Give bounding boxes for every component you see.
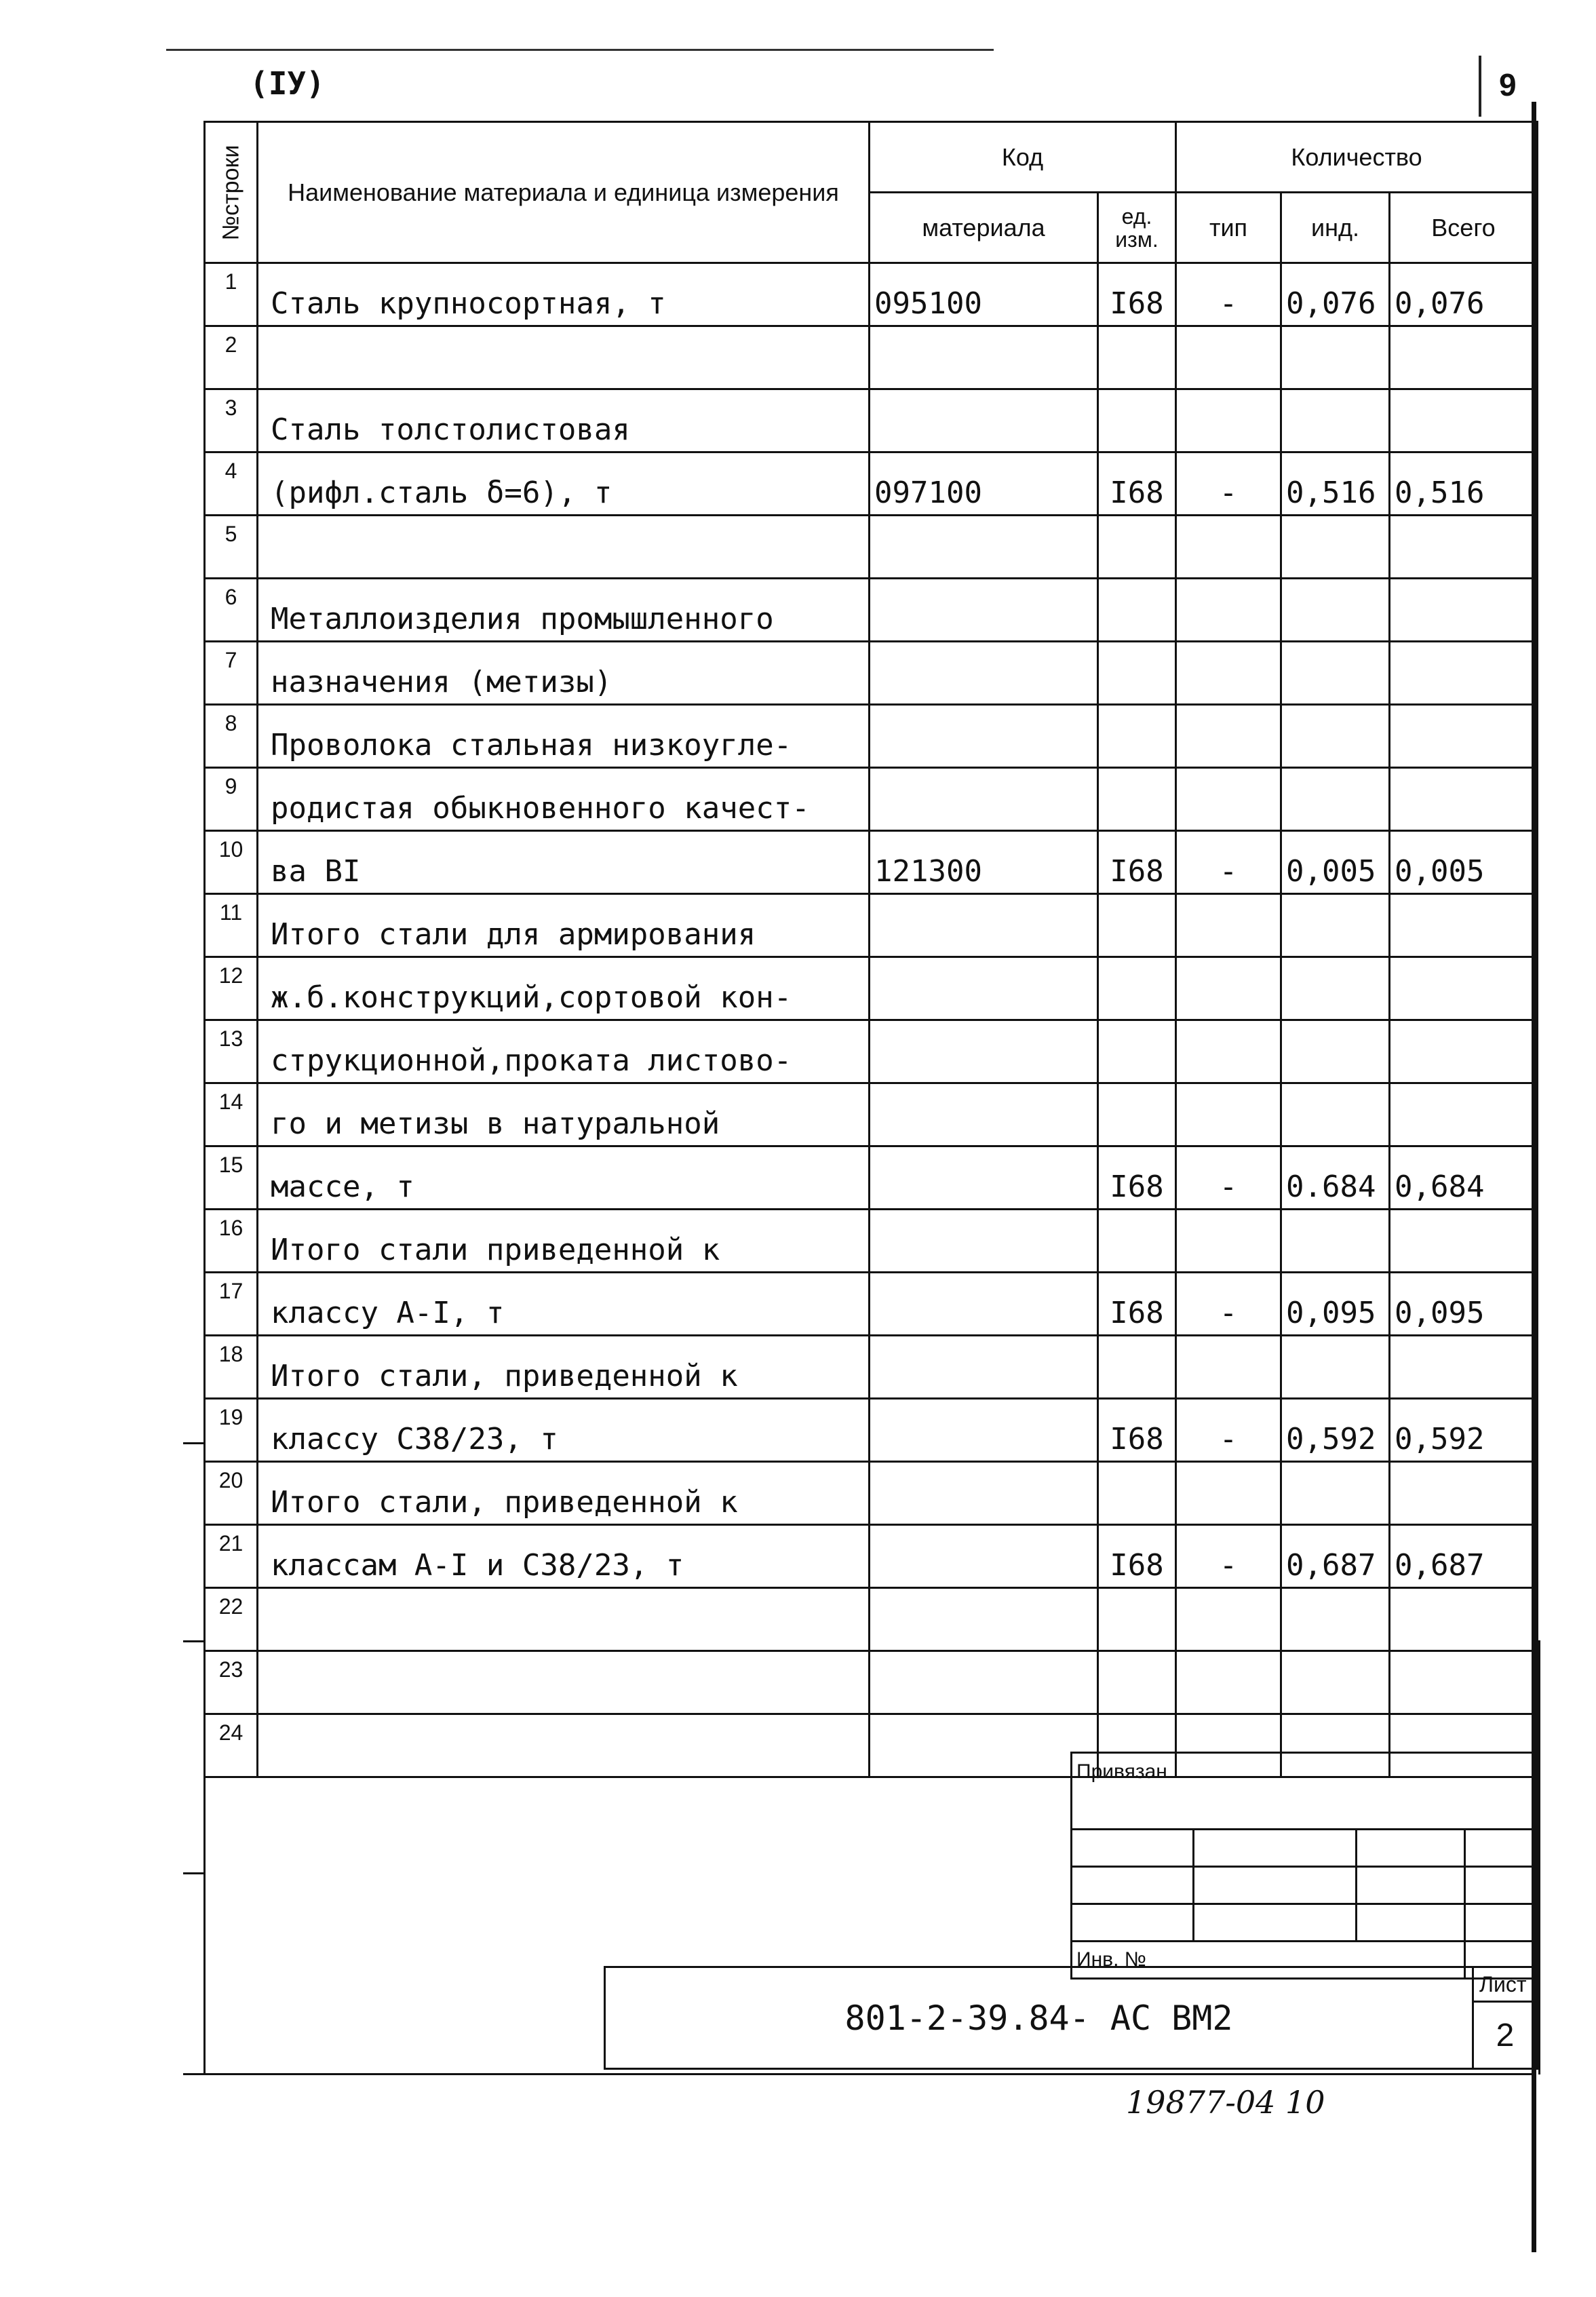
total-value	[1390, 579, 1538, 642]
material-code	[870, 768, 1098, 831]
ind-value	[1281, 1210, 1390, 1273]
material-name: ва BI	[258, 831, 870, 894]
table-row	[205, 705, 1538, 768]
unit-code	[1098, 957, 1176, 1020]
header-type: тип	[1176, 193, 1281, 263]
total-value	[1390, 705, 1538, 768]
total-value: 0,076	[1390, 263, 1538, 326]
material-code	[870, 1525, 1098, 1588]
header-ind: инд.	[1281, 193, 1390, 263]
total-value	[1390, 1083, 1538, 1146]
row-number: 21	[205, 1525, 258, 1588]
row-number: 6	[205, 579, 258, 642]
table-row	[205, 894, 1538, 957]
ind-value	[1281, 579, 1390, 642]
unit-code	[1098, 1462, 1176, 1525]
row-number: 13	[205, 1020, 258, 1083]
material-name: массе, т	[258, 1146, 870, 1210]
material-name: классу С38/23, т	[258, 1399, 870, 1462]
material-code	[870, 1020, 1098, 1083]
material-name: Итого стали приведенной к	[258, 1210, 870, 1273]
total-value: 0,592	[1390, 1399, 1538, 1462]
table-row	[205, 452, 1538, 516]
unit-code	[1098, 579, 1176, 642]
material-name	[258, 326, 870, 389]
unit-code: I68	[1098, 1146, 1176, 1210]
material-code	[870, 516, 1098, 579]
ind-value: 0,592	[1281, 1399, 1390, 1462]
margin-tick	[183, 1640, 203, 1642]
type-value: -	[1176, 1273, 1281, 1336]
type-value: -	[1176, 1399, 1281, 1462]
ind-value	[1281, 1083, 1390, 1146]
row-number: 18	[205, 1336, 258, 1399]
row-number: 1	[205, 263, 258, 326]
total-value: 0,005	[1390, 831, 1538, 894]
header-material: материала	[870, 193, 1098, 263]
material-name: классу А-I, т	[258, 1273, 870, 1336]
type-value: -	[1176, 831, 1281, 894]
material-code	[870, 389, 1098, 452]
row-number: 16	[205, 1210, 258, 1273]
table-row	[205, 1146, 1538, 1210]
ind-value: 0,095	[1281, 1273, 1390, 1336]
ind-value: 0.684	[1281, 1146, 1390, 1210]
unit-code	[1098, 642, 1176, 705]
unit-code	[1098, 1020, 1176, 1083]
type-value	[1176, 957, 1281, 1020]
ind-value	[1281, 642, 1390, 705]
unit-code	[1098, 705, 1176, 768]
unit-code	[1098, 768, 1176, 831]
type-value	[1176, 326, 1281, 389]
material-name: классам А-I и С38/23, т	[258, 1525, 870, 1588]
top-rule	[166, 49, 994, 51]
total-value	[1390, 768, 1538, 831]
ind-value: 0,005	[1281, 831, 1390, 894]
material-code	[870, 894, 1098, 957]
type-value: -	[1176, 1146, 1281, 1210]
row-number: 19	[205, 1399, 258, 1462]
page-number: 9	[1499, 67, 1517, 102]
table-row	[205, 642, 1538, 705]
material-code	[870, 642, 1098, 705]
stamp-bound-label: Привязан	[1072, 1753, 1538, 1830]
title-block	[604, 1966, 1538, 2070]
type-value	[1176, 1083, 1281, 1146]
ind-value	[1281, 768, 1390, 831]
type-value	[1176, 642, 1281, 705]
header-row-number: №строки	[205, 122, 258, 263]
unit-code	[1098, 326, 1176, 389]
material-code	[870, 1462, 1098, 1525]
table-row	[205, 957, 1538, 1020]
ind-value	[1281, 1020, 1390, 1083]
row-number: 9	[205, 768, 258, 831]
table-row	[205, 1273, 1538, 1336]
total-value: 0,095	[1390, 1273, 1538, 1336]
page-number-divider	[1479, 56, 1481, 117]
type-value	[1176, 516, 1281, 579]
table-row	[205, 389, 1538, 452]
table-row	[205, 326, 1538, 389]
unit-code: I68	[1098, 1399, 1176, 1462]
material-code	[870, 1399, 1098, 1462]
material-code	[870, 1210, 1098, 1273]
material-name: Проволока стальная низкоугле-	[258, 705, 870, 768]
row-number: 10	[205, 831, 258, 894]
type-value	[1176, 1462, 1281, 1525]
row-number: 17	[205, 1273, 258, 1336]
header-quantity-group: Количество	[1176, 122, 1538, 193]
unit-code	[1098, 1336, 1176, 1399]
material-code	[870, 705, 1098, 768]
table-row	[205, 263, 1538, 326]
total-value	[1390, 1462, 1538, 1525]
material-name: назначения (метизы)	[258, 642, 870, 705]
stamp-inv-label: Инв. №	[1072, 1942, 1465, 1979]
material-name: Металлоизделия промышленного	[258, 579, 870, 642]
material-code	[870, 579, 1098, 642]
type-value	[1176, 389, 1281, 452]
row-number: 23	[205, 1651, 258, 1714]
row-number: 15	[205, 1146, 258, 1210]
type-value	[1176, 1210, 1281, 1273]
row-number: 20	[205, 1462, 258, 1525]
row-number: 11	[205, 894, 258, 957]
unit-code: I68	[1098, 452, 1176, 516]
unit-code	[1098, 516, 1176, 579]
total-value	[1390, 1210, 1538, 1273]
row-number: 4	[205, 452, 258, 516]
bottom-rule	[183, 2073, 1536, 2075]
ind-value	[1281, 957, 1390, 1020]
row-number: 8	[205, 705, 258, 768]
table-body	[205, 263, 1538, 1777]
material-code: 097100	[870, 452, 1098, 516]
header-total: Всего	[1390, 193, 1538, 263]
ind-value: 0,076	[1281, 263, 1390, 326]
table-row	[205, 831, 1538, 894]
handwritten-note: 19877-04 10	[1126, 2084, 1325, 2121]
ind-value	[1281, 389, 1390, 452]
binding-stamp	[1070, 1752, 1538, 1980]
ind-value	[1281, 1462, 1390, 1525]
materials-table	[203, 121, 1538, 1778]
table-row	[205, 1462, 1538, 1525]
ind-value: 0,516	[1281, 452, 1390, 516]
total-value: 0,516	[1390, 452, 1538, 516]
table-row	[205, 1083, 1538, 1146]
type-value	[1176, 579, 1281, 642]
total-value: 0,684	[1390, 1146, 1538, 1210]
material-code: 095100	[870, 263, 1098, 326]
row-number: 7	[205, 642, 258, 705]
type-value: -	[1176, 263, 1281, 326]
total-value	[1390, 516, 1538, 579]
ind-value	[1281, 894, 1390, 957]
unit-code	[1098, 1083, 1176, 1146]
material-name: Итого стали для армирования	[258, 894, 870, 957]
header-name: Наименование материала и единица измерения	[258, 122, 870, 263]
table-row	[205, 1399, 1538, 1462]
row-number: 3	[205, 389, 258, 452]
material-name: (рифл.сталь δ=6), т	[258, 452, 870, 516]
row-number: 14	[205, 1083, 258, 1146]
total-value	[1390, 1020, 1538, 1083]
material-code	[870, 1273, 1098, 1336]
material-name	[258, 516, 870, 579]
ind-value: 0,687	[1281, 1525, 1390, 1588]
total-value	[1390, 389, 1538, 452]
unit-code: I68	[1098, 1525, 1176, 1588]
sheet-number: 2	[1473, 2002, 1538, 2069]
unit-code	[1098, 894, 1176, 957]
row-number: 12	[205, 957, 258, 1020]
material-name: Сталь крупносортная, т	[258, 263, 870, 326]
margin-tick	[183, 1442, 203, 1444]
section-label: (IУ)	[250, 65, 325, 102]
type-value: -	[1176, 1525, 1281, 1588]
material-name: Итого стали, приведенной к	[258, 1462, 870, 1525]
unit-code: I68	[1098, 263, 1176, 326]
table-row	[205, 1210, 1538, 1273]
material-name: родистая обыкновенного качест-	[258, 768, 870, 831]
unit-code: I68	[1098, 1273, 1176, 1336]
material-code	[870, 1083, 1098, 1146]
row-number: 2	[205, 326, 258, 389]
margin-tick	[183, 1872, 203, 1874]
material-name: Итого стали, приведенной к	[258, 1336, 870, 1399]
type-value	[1176, 768, 1281, 831]
header-code-group: Код	[870, 122, 1176, 193]
row-number: 24	[205, 1714, 258, 1777]
type-value	[1176, 705, 1281, 768]
material-code	[870, 957, 1098, 1020]
table-row	[205, 579, 1538, 642]
header-unit: ед. изм.	[1098, 193, 1176, 263]
material-code	[870, 1146, 1098, 1210]
total-value	[1390, 894, 1538, 957]
material-code: 121300	[870, 831, 1098, 894]
table-row	[205, 516, 1538, 579]
document-code: 801-2-39.84- АС ВМ2	[605, 1967, 1473, 2069]
unit-code: I68	[1098, 831, 1176, 894]
ind-value	[1281, 516, 1390, 579]
material-name: ж.б.конструкций,сортовой кон-	[258, 957, 870, 1020]
row-number: 5	[205, 516, 258, 579]
material-name: струкционной,проката листово-	[258, 1020, 870, 1083]
type-value	[1176, 1336, 1281, 1399]
unit-code	[1098, 389, 1176, 452]
type-value	[1176, 1020, 1281, 1083]
sheet-label: Лист	[1473, 1967, 1538, 2002]
table-row	[205, 1020, 1538, 1083]
total-value: 0,687	[1390, 1525, 1538, 1588]
material-code	[870, 326, 1098, 389]
material-name: Сталь толстолистовая	[258, 389, 870, 452]
unit-code	[1098, 1210, 1176, 1273]
type-value	[1176, 894, 1281, 957]
total-value	[1390, 326, 1538, 389]
total-value	[1390, 642, 1538, 705]
ind-value	[1281, 705, 1390, 768]
total-value	[1390, 957, 1538, 1020]
ind-value	[1281, 1336, 1390, 1399]
material-code	[870, 1336, 1098, 1399]
total-value	[1390, 1336, 1538, 1399]
material-name: го и метизы в натуральной	[258, 1083, 870, 1146]
row-number: 22	[205, 1588, 258, 1651]
table-row	[205, 1525, 1538, 1588]
ind-value	[1281, 326, 1390, 389]
table-row	[205, 768, 1538, 831]
type-value: -	[1176, 452, 1281, 516]
table-row	[205, 1336, 1538, 1399]
